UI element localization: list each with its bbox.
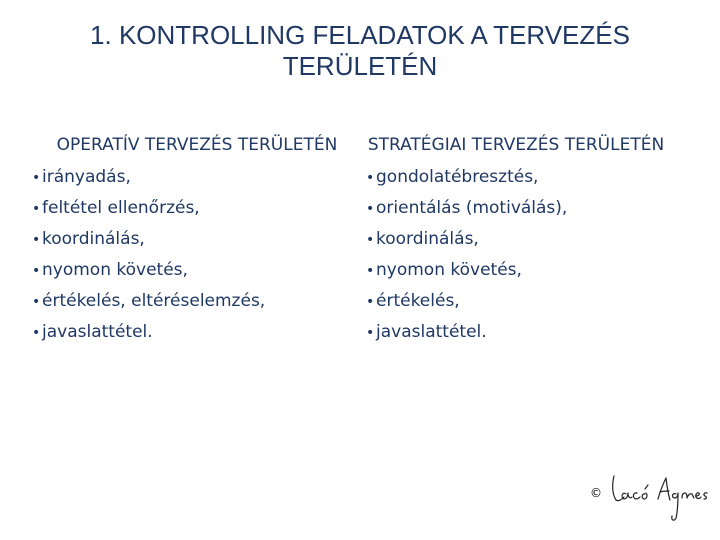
bullet-icon: • <box>32 170 41 186</box>
list-item <box>32 162 362 193</box>
operative-planning-column <box>32 132 362 348</box>
bullet-icon: • <box>366 232 375 248</box>
list-item-text: nyomon követés, <box>376 260 522 280</box>
strategic-task-list <box>366 162 696 348</box>
list-item <box>366 162 696 193</box>
strategic-planning-column <box>366 132 696 348</box>
list-item-text: javaslattétel. <box>376 322 487 342</box>
bullet-icon: • <box>366 294 375 310</box>
copyright-icon: © <box>590 486 602 500</box>
list-item-text: gondolatébresztés, <box>376 167 539 187</box>
strategic-planning-heading: STRATÉGIAI TERVEZÉS TERÜLETÉN <box>367 135 665 155</box>
operative-planning-heading: OPERATÍV TERVEZÉS TERÜLETÉN <box>56 135 338 155</box>
list-item <box>366 193 696 224</box>
bullet-icon: • <box>32 325 41 341</box>
handwritten-signature <box>606 468 710 528</box>
bullet-icon: • <box>366 263 375 279</box>
list-item <box>366 224 696 255</box>
list-item-text: orientálás (motiválás), <box>376 198 568 218</box>
list-item-text: javaslattétel. <box>42 322 153 342</box>
list-item-text: értékelés, eltéréselemzés, <box>42 291 266 311</box>
list-item <box>366 286 696 317</box>
list-item-text: koordinálás, <box>42 229 145 249</box>
list-item-text: feltétel ellenőrzés, <box>42 198 200 218</box>
bullet-icon: • <box>366 201 375 217</box>
list-item <box>32 255 362 286</box>
list-item <box>32 317 362 348</box>
list-item <box>366 255 696 286</box>
slide-title: 1. KONTROLLING FELADATOK A TERVEZÉS TERÜLETÉN <box>90 20 630 81</box>
bullet-icon: • <box>366 325 375 341</box>
bullet-icon: • <box>32 263 41 279</box>
list-item-text: nyomon követés, <box>42 260 188 280</box>
bullet-icon: • <box>32 201 41 217</box>
bullet-icon: • <box>32 294 41 310</box>
list-item <box>32 286 362 317</box>
list-item-text: értékelés, <box>376 291 460 311</box>
list-item-text: koordinálás, <box>376 229 479 249</box>
operative-task-list <box>32 162 362 348</box>
list-item <box>32 193 362 224</box>
list-item <box>32 224 362 255</box>
bullet-icon: • <box>32 232 41 248</box>
list-item-text: irányadás, <box>42 167 131 187</box>
list-item <box>366 317 696 348</box>
bullet-icon: • <box>366 170 375 186</box>
